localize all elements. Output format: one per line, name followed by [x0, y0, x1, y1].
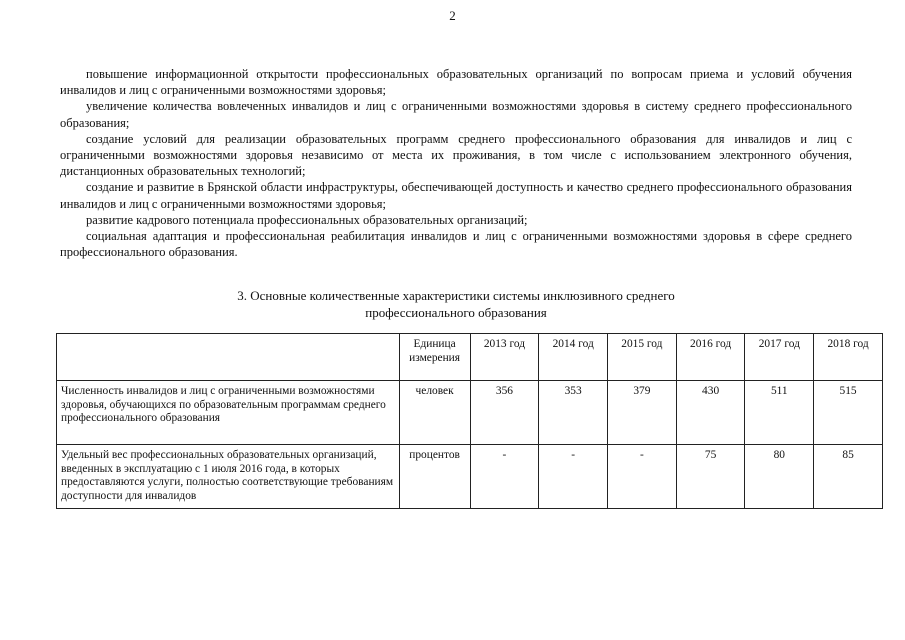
row-unit: человек — [399, 381, 470, 445]
row-unit: процентов — [399, 445, 470, 509]
paragraph-information-openness: повышение информационной открытости профессиональных образовательных организаций по вопросам приема и условий обучения инвалидов и лиц с ограниченными возможностями здоровья; — [60, 67, 852, 98]
paragraph-conditions-programs: создание условий для реализации образовательных программ среднего профессионального образования для инвалидов и лиц с ограниченными возможностями здоровья независимо от места их проживания, в том числе с использованием электронного обучения, дистанционных образовательных технологий; — [60, 131, 852, 179]
header-year-2017: 2017 год — [745, 334, 814, 381]
section-title-line-1: 3. Основные количественные характеристики системы инклюзивного среднего — [237, 288, 675, 303]
paragraph-infrastructure: создание и развитие в Брянской области инфраструктуры, обеспечивающей доступность и качество среднего профессионального образования инвалидов и лиц с ограниченными возможностями здоровья; — [60, 180, 852, 211]
header-year-2015: 2015 год — [608, 334, 677, 381]
table-row — [57, 381, 883, 445]
cell-value: - — [470, 445, 539, 509]
header-year-2016: 2016 год — [676, 334, 745, 381]
cell-value: 511 — [745, 381, 814, 445]
cell-value: 80 — [745, 445, 814, 509]
page-number: 2 — [449, 8, 456, 23]
paragraph-increase-involvement: увеличение количества вовлеченных инвалидов и лиц с ограниченными возможностями здоровья в систему среднего профессионального образования; — [60, 99, 852, 130]
cell-value: 515 — [814, 381, 883, 445]
header-year-2013: 2013 год — [470, 334, 539, 381]
cell-value: 430 — [676, 381, 745, 445]
cell-value: 356 — [470, 381, 539, 445]
paragraph-social-adaptation: социальная адаптация и профессиональная реабилитация инвалидов и лиц с ограниченными возможностями здоровья в сфере среднего профессионального образования. — [60, 229, 852, 260]
header-year-2014: 2014 год — [539, 334, 608, 381]
cell-value: - — [608, 445, 677, 509]
section-title-line-2: профессионального образования — [365, 304, 547, 320]
row-label: Удельный вес профессиональных образовательных организаций, введенных в эксплуатацию с 1 июля 2016 года, в которых предоставляются услуги, полностью соответствующие требованиям доступности для инвалидов — [57, 445, 400, 509]
header-unit: Единица измерения — [399, 334, 470, 381]
header-year-2018: 2018 год — [814, 334, 883, 381]
cell-value: - — [539, 445, 608, 509]
table-header-row — [57, 334, 883, 381]
header-indicator — [57, 334, 400, 381]
cell-value: 75 — [676, 445, 745, 509]
section-title — [60, 288, 852, 321]
cell-value: 353 — [539, 381, 608, 445]
row-label: Численность инвалидов и лиц с ограниченными возможностями здоровья, обучающихся по образовательным программам среднего профессионального образования — [57, 381, 400, 445]
body-text — [60, 66, 852, 260]
cell-value: 379 — [608, 381, 677, 445]
cell-value: 85 — [814, 445, 883, 509]
paragraph-staff-potential: развитие кадрового потенциала профессиональных образовательных организаций; — [86, 212, 528, 227]
statistics-table — [56, 333, 883, 509]
table-row — [57, 445, 883, 509]
